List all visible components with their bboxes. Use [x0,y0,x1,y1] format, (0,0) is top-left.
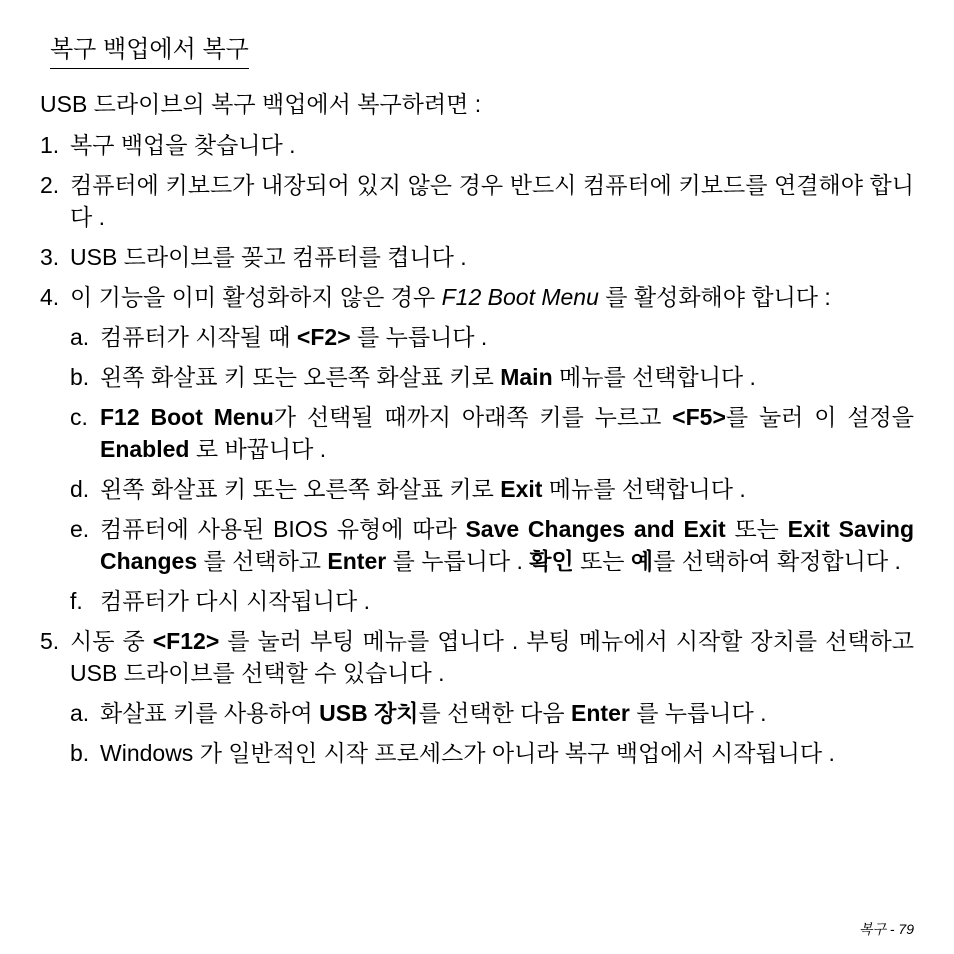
step-4d [70,473,914,505]
step-4e [70,513,914,577]
step-text: 복구 백업을 찾습니다 . [70,132,296,158]
save-changes-exit-term: Save Changes and Exit [465,516,726,542]
step-text: 컴퓨터에 키보드가 내장되어 있지 않은 경우 반드시 컴퓨터에 키보드를 연결해야 합니다 . [70,172,914,230]
key-f2: <F2> [296,324,351,350]
substep-text: 왼쪽 화살표 키 또는 오른쪽 화살표 키로 Exit 메뉴를 선택합니다 . [100,476,746,502]
step-4 [40,281,914,313]
step-text: 이 기능을 이미 활성화하지 않은 경우 F12 Boot Menu 를 활성화해야 합니다 : [70,284,831,310]
f12-boot-menu-term: F12 Boot Menu [441,284,599,310]
step-4b [70,361,914,393]
substep-text: 컴퓨터에 사용된 BIOS 유형에 따라 Save Changes and Exit 또는 Exit Saving Changes 를 선택하고 Enter 를 누릅니다 . 확인 또는 예를 선택하여 확정합니다 . [100,516,915,574]
yes-term: 예 [630,548,654,574]
document-body [40,88,914,777]
usb-device-term: USB 장치 [319,700,419,726]
substep-letter: d. [70,476,90,502]
substep-letter: b. [70,364,90,390]
exit-saving-changes-term: Exit Saving Changes [100,516,915,574]
key-f12: <F12> [152,628,220,654]
step-4f [70,585,914,617]
step-5b [70,737,914,769]
substep-text: 컴퓨터가 다시 시작됩니다 . [100,588,370,614]
exit-menu-term: Exit [500,476,543,502]
main-menu-term: Main [500,364,553,390]
substep-letter: b. [70,740,90,766]
step-4c [70,401,914,465]
substep-text: 화살표 키를 사용하여 USB 장치를 선택한 다음 Enter 를 누릅니다 . [100,700,767,726]
substep-text: Windows 가 일반적인 시작 프로세스가 아니라 복구 백업에서 시작됩니다 . [100,740,835,766]
key-f5: <F5> [672,404,726,430]
step-1 [40,129,914,161]
step-number: 2. [40,172,60,198]
step-number: 3. [40,244,60,270]
intro-paragraph: USB 드라이브의 복구 백업에서 복구하려면 : [40,91,482,117]
step-number: 5. [40,628,60,654]
step-text: 시동 중 <F12> 를 눌러 부팅 메뉴를 엽니다 . 부팅 메뉴에서 시작할 장치를 선택하고 USB 드라이브를 선택할 수 있습니다 . [70,628,914,686]
section-heading: 복구 백업에서 복구 [50,34,249,69]
substep-text: 컴퓨터가 시작될 때 <F2> 를 누릅니다 . [100,324,488,350]
substep-text: 왼쪽 화살표 키 또는 오른쪽 화살표 키로 Main 메뉴를 선택합니다 . [100,364,756,390]
step-3 [40,241,914,273]
f12-boot-menu-term: F12 Boot Menu [100,404,274,430]
step-5a [70,697,914,729]
enter-key-term: Enter [571,700,630,726]
step-4a [70,321,914,353]
enter-key-term: Enter [327,548,387,574]
step-5 [40,625,914,689]
step-2 [40,169,914,233]
page-footer: 복구 - 79 [858,921,914,937]
substep-letter: a. [70,324,90,350]
substep-letter: f. [70,588,83,614]
step-number: 1. [40,132,60,158]
substep-text: F12 Boot Menu가 선택될 때까지 아래쪽 키를 누르고 <F5>를 눌러 이 설정을 Enabled 로 바꿉니다 . [100,404,914,462]
substep-letter: c. [70,404,88,430]
enabled-term: Enabled [100,436,190,462]
step-number: 4. [40,284,60,310]
confirm-term: 확인 [529,548,574,574]
substep-letter: a. [70,700,90,726]
step-text: USB 드라이브를 꽂고 컴퓨터를 켭니다 . [70,244,467,270]
substep-letter: e. [70,516,90,542]
